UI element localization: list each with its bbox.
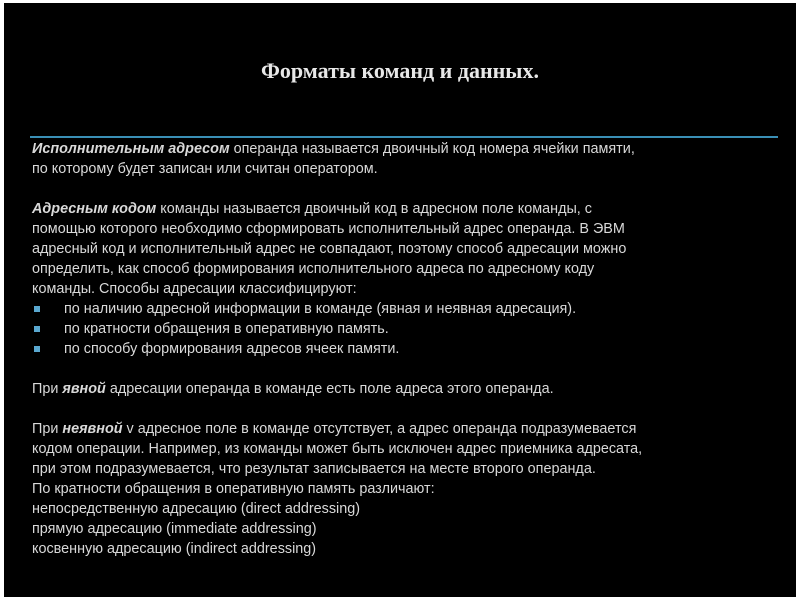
term-explicit: явной bbox=[62, 381, 106, 397]
list-item bbox=[32, 339, 772, 359]
para4-line2: кодом операции. Например, из команды может быть исключен адрес приемника адресата, bbox=[32, 441, 643, 457]
para1-line1 bbox=[32, 139, 772, 159]
para2-line5: команды. Способы адресации классифицируют: bbox=[32, 281, 357, 297]
para3-text: адресации операнда в команде есть поле адреса этого операнда. bbox=[105, 381, 554, 397]
para2-line3: адресный код и исполнительный адрес не совпадают, поэтому способ адресации можно bbox=[32, 241, 627, 257]
para3-pre: При bbox=[32, 381, 63, 397]
term-address-code: Адресным кодом bbox=[32, 201, 157, 217]
square-bullet-icon bbox=[34, 346, 40, 352]
slide-content bbox=[32, 139, 772, 559]
para4-line6: прямую адресацию (immediate addressing) bbox=[32, 521, 317, 537]
para4-line5: непосредственную адресацию (direct addressing) bbox=[32, 501, 361, 517]
para4-line7: косвенную адресацию (indirect addressing) bbox=[32, 541, 317, 557]
square-bullet-icon bbox=[34, 326, 40, 332]
para2-line4: определить, как способ формирования исполнительного адреса по адресному коду bbox=[32, 261, 595, 277]
para4-pre: При bbox=[32, 421, 63, 437]
para1-line1-text: операнда называется двоичный код номера ячейки памяти, bbox=[229, 141, 635, 157]
spacer bbox=[32, 399, 772, 419]
para2-line1-text: команды называется двоичный код в адресном поле команды, с bbox=[156, 201, 593, 217]
para3-line1 bbox=[32, 379, 772, 399]
para2-line1 bbox=[32, 199, 772, 219]
para1-line2: по которому будет записан или считан оператором. bbox=[32, 161, 378, 177]
bullet-text: по кратности обращения в оперативную память. bbox=[64, 321, 389, 337]
bullet-text: по наличию адресной информации в команде (явная и неявная адресация). bbox=[64, 301, 577, 317]
para2-line2: помощью которого необходимо сформировать исполнительный адрес операнда. В ЭВМ bbox=[32, 221, 625, 237]
para4-line3: при этом подразумевается, что результат записывается на месте второго операнда. bbox=[32, 461, 596, 477]
para4-line1 bbox=[32, 419, 772, 439]
bullet-text: по способу формирования адресов ячеек памяти. bbox=[64, 341, 400, 357]
spacer bbox=[32, 359, 772, 379]
slide-title: Форматы команд и данных. bbox=[261, 58, 539, 83]
para4-line1-text: v адресное поле в команде отсутствует, а адрес операнда подразумевается bbox=[122, 421, 637, 437]
square-bullet-icon bbox=[34, 306, 40, 312]
term-implicit: неявной bbox=[62, 421, 123, 437]
slide bbox=[4, 3, 796, 597]
list-item bbox=[32, 299, 772, 319]
term-executive-address: Исполнительным адресом bbox=[32, 141, 230, 157]
list-item bbox=[32, 319, 772, 339]
spacer bbox=[32, 179, 772, 199]
title-divider bbox=[30, 136, 778, 138]
para4-line4: По кратности обращения в оперативную память различают: bbox=[32, 481, 435, 497]
